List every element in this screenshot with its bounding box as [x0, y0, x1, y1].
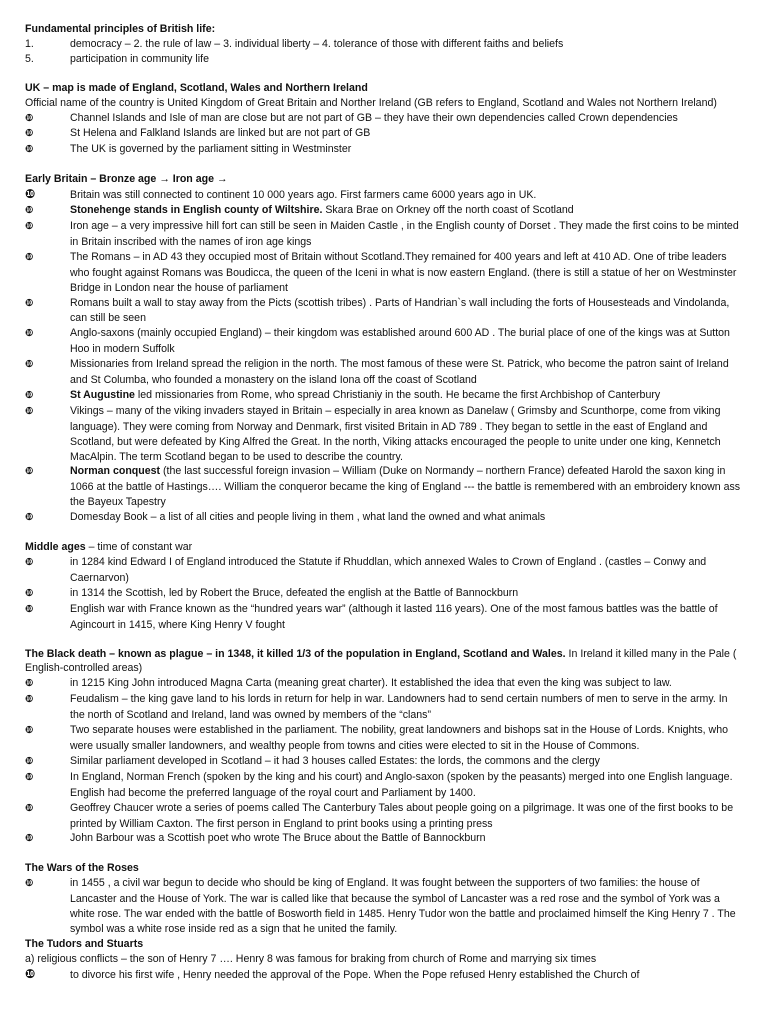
bullet-icon: ❿: [25, 725, 34, 737]
list-item: [25, 203, 743, 219]
list-item: [25, 219, 743, 250]
section-heading: [25, 22, 743, 37]
bullet-icon: ❿: [25, 220, 34, 232]
bullet-icon: ❿: [25, 678, 34, 690]
list-item-text: John Barbour was a Scottish poet who wrote The Bruce about the Battle of Bannockburn: [70, 832, 486, 845]
list-item-text: to divorce his first wife , Henry needed the approval of the Pope. When the Pope refused Henry established the Church of: [70, 968, 640, 981]
document-page: [25, 22, 743, 997]
list-item-text: English war with France known as the “hundred years war” (although it lasted 116 years). One of the most famous battles was the battle of Agincourt in 1415, where King Henry V fought: [70, 602, 718, 631]
list-item: [25, 187, 743, 203]
bullet-icon: ❿: [25, 694, 34, 706]
section-heading: [25, 172, 743, 187]
bullet-icon: ❿: [25, 587, 34, 599]
list-item-text: Britain was still connected to continent 10 000 years ago. First farmers came 6000 years ago in UK.: [70, 189, 537, 202]
list-item-text: Domesday Book – a list of all cities and people living in them , what land the owned and what animals: [70, 511, 546, 524]
bullet-icon: ❿: [25, 112, 34, 124]
list-item-text: democracy – 2. the rule of law – 3. individual liberty – 4. tolerance of those with different faiths and beliefs: [70, 37, 564, 50]
bold-phrase: Stonehenge stands in English county of Wiltshire.: [70, 204, 323, 217]
bullet-icon: ❿: [25, 802, 34, 814]
list-item: [25, 770, 743, 801]
list-item: [25, 586, 743, 602]
bullet-icon: ❿: [25, 755, 34, 767]
list-item-text: Skara Brae on Orkney off the north coast of Scotland: [322, 204, 574, 217]
section: [25, 22, 743, 67]
bullet-icon: ❿: [25, 251, 34, 263]
list-item-text: Channel Islands and Isle of man are close but are not part of GB – they have their own dependencies called Crown dependencies: [70, 111, 678, 124]
section: [25, 937, 743, 983]
list-item-text: in 1284 kind Edward I of England introduced the Statute if Rhuddlan, which annexed Wales to Crown of England . (castles – Conwy and Caernarvon): [70, 556, 707, 584]
list-item-text: participation in community life: [70, 52, 209, 65]
section-heading: [25, 81, 743, 96]
bullet-icon: ❿: [25, 187, 36, 202]
list-item: [25, 357, 743, 388]
bullet-icon: ❿: [25, 359, 34, 371]
section-heading-bold: The Tudors and Stuarts: [25, 937, 144, 950]
list-item: [25, 876, 743, 937]
list-item: [25, 754, 743, 770]
list-number: 1.: [25, 37, 34, 50]
list-item: [25, 692, 743, 723]
list-item-text: in 1455 , a civil war begun to decide who should be king of England. It was fought between the supporters of two families: the house of Lancaster and the House of York. The war is called like that because the symbol of Lancaster was a red rose and the symbol of York was a white rose. The war ended with the battle of Bosworth field in 1485. Henry Tudor won the battle and proclaimed himself the King Henry 7 . The symbol was a white rose inside red as a sign that he united the family.: [70, 877, 736, 935]
section-intro: Official name of the country is United Kingdom of Great Britain and Norther Ireland (GB refers to England, Scotland and Wales not Northern Ireland): [25, 96, 717, 109]
list-item-text: Anglo-saxons (mainly occupied England) – their kingdom was established around 600 AD . The burial place of one of the kings was at Sutton Hoo in modern Suffolk: [70, 327, 730, 356]
section: [25, 647, 743, 848]
list-number: 5.: [25, 52, 34, 65]
list-item-text: In England, Norman French (spoken by the king and his court) and Anglo-saxon (spoken by the peasants) merged into one English language. English had become the preferred language of the royal court and Parliament by 1400.: [70, 770, 733, 799]
list-item: [25, 111, 743, 127]
list-item-text: Geoffrey Chaucer wrote a series of poems called The Canterbury Tales about people going on a pilgrimage. It was one of the first books to be printed by William Caxton. The first person in England to print books using a printing press: [70, 801, 734, 830]
list-item: [25, 967, 743, 983]
list-item-text: led missionaries from Rome, who spread Christianiy in the south. He became the first Archbishop of Canterbury: [134, 388, 661, 401]
section-heading-bold: UK – map is made of England, Scotland, Wales and Northern Ireland: [25, 81, 368, 94]
section: [25, 540, 743, 632]
bold-phrase: St Augustine: [70, 388, 135, 401]
bullet-icon: ❿: [25, 603, 34, 615]
list-item: [25, 831, 743, 847]
bullet-icon: ❿: [25, 405, 34, 417]
list-item: [25, 52, 743, 67]
list-item: [25, 250, 743, 296]
list-item: [25, 388, 743, 404]
list-item-text: Vikings – many of the viking invaders stayed in Britain – especially in area known as Danelaw ( Grimsby and Scunthorpe, come from viking language). They were coming from Norway and Denmark, first visited Britain in AD 789 . They began to settle in the east of England and Scotland, but were defeated by King Alfred the Great. In the north, Viking attacks encouraged the people to unite under one king, Kennetch MacAlpin. The term Scotland began to be used to describe the country.: [70, 404, 721, 463]
bullet-icon: ❿: [25, 144, 34, 156]
list-item: [25, 126, 743, 142]
bullet-icon: ❿: [25, 966, 36, 981]
list-item: [25, 723, 743, 754]
list-item: [25, 142, 743, 158]
list-item-text: St Helena and Falkland Islands are linked but are not part of GB: [70, 127, 371, 140]
section: [25, 172, 743, 526]
bullet-icon: ❿: [25, 297, 34, 309]
section-heading-bold: Middle ages: [25, 541, 86, 554]
list-item-text: The UK is governed by the parliament sitting in Westminster: [70, 143, 352, 156]
list-item: [25, 555, 743, 586]
bold-phrase: Norman conquest: [70, 465, 161, 478]
bullet-icon: ❿: [25, 512, 34, 524]
section: [25, 861, 743, 937]
section-heading: [25, 647, 743, 677]
bullet-icon: ❿: [25, 771, 34, 783]
list-item: [25, 676, 743, 692]
list-item: [25, 464, 743, 510]
bullet-icon: ❿: [25, 128, 34, 140]
bullet-icon: ❿: [25, 466, 34, 478]
bullet-icon: ❿: [25, 833, 34, 845]
list-item-text: The Romans – in AD 43 they occupied most of Britain without Scotland.They remained for 400 years and left at 410 AD. One of tribe leaders who fought against Romans was Boudicca, the queen of the Iceni in what is now eastern England. (there is still a statue of her on Westminster Bridge in London near the house of parliament: [70, 250, 737, 294]
list-item-text: Missionaries from Ireland spread the religion in the north. The most famous of these were St. Patrick, who become the patron saint of Ireland and St Columba, who founded a monastery on the island Iona off the coast of Scotland: [70, 358, 729, 387]
section-heading-bold: Early Britain – Bronze age → Iron age →: [25, 173, 228, 186]
section-heading-rest: In Ireland it killed many in the Pale ( English-controlled areas): [25, 647, 737, 675]
bullet-icon: ❿: [25, 205, 34, 217]
section-intro: a) religious conflicts – the son of Henry 7 …. Henry 8 was famous for braking from church of Rome and marrying six times: [25, 952, 597, 965]
bullet-icon: ❿: [25, 389, 34, 401]
section-heading: [25, 937, 743, 952]
list-item-text: Similar parliament developed in Scotland – it had 3 houses called Estates: the lords, the commons and the clergy: [70, 754, 600, 767]
bullet-icon: ❿: [25, 328, 34, 340]
list-item: [25, 404, 743, 465]
section: [25, 81, 743, 159]
list-item-text: Romans built a wall to stay away from the Picts (scottish tribes) . Parts of Handrian`s wall including the forts of Housesteads and Vindolanda, can still be seen: [70, 296, 730, 325]
section-heading: [25, 861, 743, 876]
section-heading-rest: – time of constant war: [85, 541, 193, 554]
list-item: [25, 37, 743, 52]
list-item-text: (the last successful foreign invasion – William (Duke on Normandy – northern France) defeated Harold the saxon king in 1066 at the battle of Hastings…. William the conqueror became the king of England --- the battle is remembered with an embroidery known ass the Bayeux Tapestry: [70, 465, 741, 509]
list-item-text: Two separate houses were established in the parliament. The nobility, great landowners and bishops sat in the House of Lords. Knights, who were usually smaller landowners, and wealthy people from towns and cities were elected to sit in the House of Commons.: [70, 724, 728, 752]
list-item-text: Feudalism – the king gave land to his lords in return for help in war. Landowners had to send certain numbers of men to serve in the army. In the north of Scotland and Ireland, land was owned by members of the “clans”: [70, 693, 728, 722]
section-heading-bold: The Wars of the Roses: [25, 862, 139, 875]
list-item-text: in 1215 King John introduced Magna Carta (meaning great charter). It established the idea that even the king was subject to law.: [70, 677, 672, 690]
bullet-icon: ❿: [25, 878, 34, 890]
bullet-icon: ❿: [25, 557, 34, 568]
section-heading-bold: The Black death – known as plague – in 1348, it killed 1/3 of the population in England, Scotland and Wales.: [25, 647, 566, 660]
list-item: [25, 296, 743, 327]
section-heading-bold: Fundamental principles of British life:: [25, 23, 216, 35]
list-item: [25, 602, 743, 633]
list-item-text: Iron age – a very impressive hill fort can still be seen in Maiden Castle , in the English county of Dorset . They made the first coins to be minted in Britain inscribed with the names of iron age kings: [70, 219, 739, 248]
list-item: [25, 510, 743, 526]
list-item-text: in 1314 the Scottish, led by Robert the Bruce, defeated the english at the Battle of Bannockburn: [70, 586, 519, 599]
section-heading: [25, 540, 743, 555]
list-item: [25, 801, 743, 832]
list-item: [25, 326, 743, 357]
